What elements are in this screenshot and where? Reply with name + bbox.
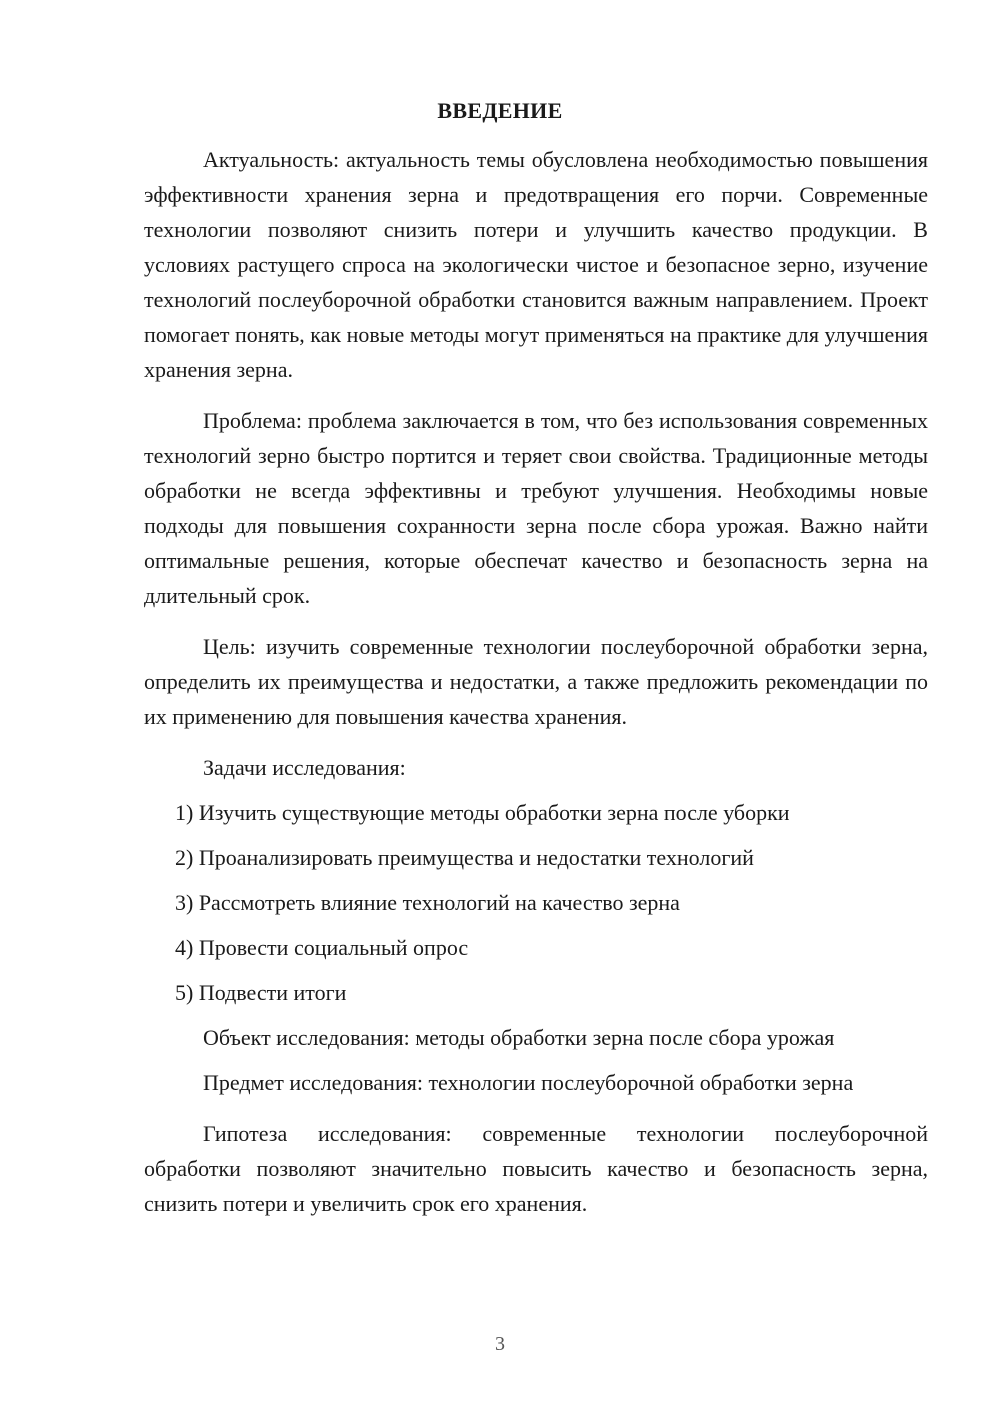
relevance-paragraph: Актуальность: актуальность темы обусловлена необходимостью повышения эффективности хранения зерна и предотвращения его порчи. Современные технологии позволяют снизить потери и улучшить качество продукции. В условиях растущего спроса на экологически чистое и безопасное зерно, изучение технологий послеуборочной обработки становится важным направлением. Проект помогает понять, как новые методы могут применяться на практике для улучшения хранения зерна. xyxy=(144,147,928,382)
page-number: 3 xyxy=(495,1333,505,1355)
tasks-intro: Задачи исследования: xyxy=(203,755,406,780)
problem-paragraph: Проблема: проблема заключается в том, что без использования современных технологий зерно быстро портится и теряет свои свойства. Традиционные методы обработки не всегда эффективны и требуют улучшения. Необходимы новые подходы для повышения сохранности зерна после сбора урожая. Важно найти оптимальные решения, которые обеспечат качество и безопасность зерна на длительный срок. xyxy=(144,408,928,608)
document-body xyxy=(144,142,928,1237)
page-title: ВВЕДЕНИЕ xyxy=(437,98,563,123)
hypothesis-paragraph: Гипотеза исследования: современные технологии послеуборочной обработки позволяют значительно повысить качество и безопасность зерна, снизить потери и увеличить срок его хранения. xyxy=(144,1121,928,1216)
list-item: 3) Рассмотреть влияние технологий на качество зерна xyxy=(175,890,680,915)
list-item: 5) Подвести итоги xyxy=(175,980,347,1005)
list-item: 4) Провести социальный опрос xyxy=(175,935,469,960)
list-item: 1) Изучить существующие методы обработки зерна после уборки xyxy=(175,800,790,825)
object-paragraph: Объект исследования: методы обработки зерна после сбора урожая xyxy=(203,1025,835,1050)
goal-paragraph: Цель: изучить современные технологии послеуборочной обработки зерна, определить их преимущества и недостатки, а также предложить рекомендации по их применению для повышения качества хранения. xyxy=(144,634,928,729)
tasks-list xyxy=(144,795,928,1010)
subject-paragraph: Предмет исследования: технологии послеуборочной обработки зерна xyxy=(203,1070,854,1095)
list-item: 2) Проанализировать преимущества и недостатки технологий xyxy=(175,845,754,870)
